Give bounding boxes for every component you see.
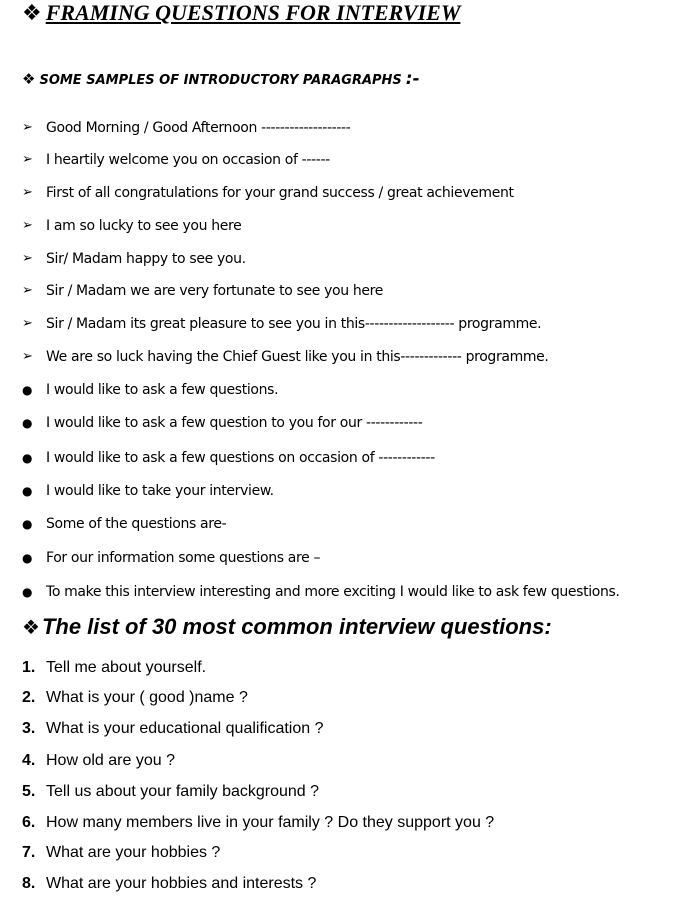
dot-bullet-icon: ●: [22, 451, 33, 465]
dot-bullet-icon: ●: [22, 551, 33, 565]
document-page: ❖ FRAMING QUESTIONS FOR INTERVIEW ❖ SOME SAMPLES OF INTRODUCTORY PARAGRAPHS :- ➢ Good Morning / Good Afternoon ------------------- ➢ I heartily welcome you on occasion of ------ ➢ First of all congratulations for your grand success / great achievement ➢ I am so lucky to see you here ➢ Sir/ Madam happy to see you. ➢ Sir / Madam we are very fortunate to see you here ➢ Sir / Madam its great pleasure to see you in this------------------- programme. ➢ We are so luck having the Chief Guest like you in this------------- programme. ● I would like to ask a few questions. ● I would like to ask a few question to you for our ------------ ● I would like to ask a few questions on occasion of ------------ ● I would like to take your interview. ● Some of the questions are- ● For our information some questions are – ● To make this interview interesting and more exciting I would like to ask few questions. ❖The list of 30 most common interview questions: 1. Tell me about yourself. 2. What is your ( good )name ? 3. What is your educational qualification ? 4. How old are you ? 5. Tell us about your family background ? 6. How many members live in your family ? Do they support you ? 7. What are your hobbies ? 8. What are your hobbies and interests ?: [22, 0, 620, 892]
arrow-bullet-icon: ➢: [22, 152, 33, 167]
arrow-bullet-icon: ➢: [22, 349, 33, 364]
subheading-text: SOME SAMPLES OF INTRODUCTORY PARAGRAPHS: [39, 73, 402, 88]
diamond-bullet-icon: ❖: [22, 0, 42, 25]
dot-bullet-icon: ●: [22, 585, 33, 599]
main-title-text: FRAMING QUESTIONS FOR INTERVIEW: [45, 0, 461, 25]
section-subheading: [22, 69, 420, 91]
arrow-bullet-icon: ➢: [22, 316, 33, 331]
dot-bullet-icon: ●: [22, 383, 33, 397]
arrow-bullet-icon: ➢: [22, 185, 33, 200]
arrow-bullet-icon: ➢: [22, 251, 33, 266]
diamond-bullet-icon: ❖: [22, 617, 40, 639]
dot-bullet-icon: ●: [22, 484, 33, 498]
arrow-bullet-icon: ➢: [22, 218, 33, 233]
questions-list-title: [22, 613, 552, 642]
dot-bullet-icon: ●: [22, 517, 33, 531]
subheading-suffix: :-: [405, 69, 420, 89]
dot-bullet-icon: ●: [22, 416, 33, 430]
diamond-bullet-icon: ❖: [22, 70, 36, 88]
main-title: [22, 0, 460, 26]
arrow-bullet-icon: ➢: [22, 283, 33, 298]
arrow-bullet-icon: ➢: [22, 120, 33, 135]
questions-list-title-text: The list of 30 most common interview questions:: [41, 614, 552, 639]
